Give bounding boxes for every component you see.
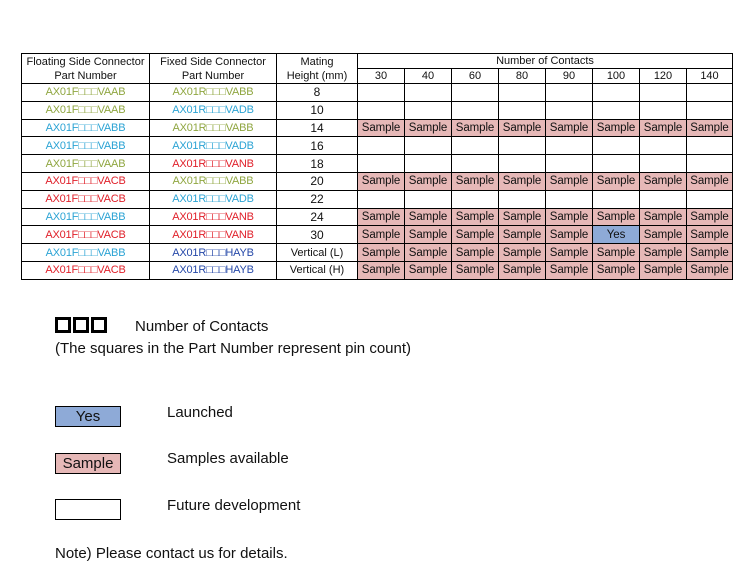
availability-cell-empty bbox=[452, 137, 499, 155]
availability-cell-empty bbox=[452, 190, 499, 208]
availability-cell-sample: Sample bbox=[452, 226, 499, 244]
availability-cell-sample: Sample bbox=[452, 119, 499, 137]
mating-height: 30 bbox=[277, 226, 358, 244]
header-contacts-40: 40 bbox=[405, 69, 452, 84]
availability-cell-sample: Sample bbox=[358, 226, 405, 244]
availability-cell-sample: Sample bbox=[687, 119, 733, 137]
availability-cell-sample: Sample bbox=[405, 208, 452, 226]
availability-cell-empty bbox=[358, 155, 405, 173]
floating-part-number: AX01F□□□VACB bbox=[22, 172, 150, 190]
legend-sample-box: Sample bbox=[55, 453, 121, 474]
header-number-of-contacts: Number of Contacts bbox=[358, 54, 733, 69]
availability-cell-sample: Sample bbox=[405, 119, 452, 137]
table-body bbox=[22, 84, 733, 280]
availability-cell-empty bbox=[687, 84, 733, 102]
availability-cell-sample: Sample bbox=[405, 261, 452, 279]
pin-count-squares-icon bbox=[55, 317, 107, 333]
fixed-part-number: AX01R□□□VANB bbox=[150, 155, 277, 173]
availability-cell-empty bbox=[452, 84, 499, 102]
availability-cell-sample: Sample bbox=[452, 244, 499, 262]
availability-cell-empty bbox=[499, 84, 546, 102]
header-mating-height bbox=[277, 54, 358, 84]
mating-height: 24 bbox=[277, 208, 358, 226]
mating-height: 10 bbox=[277, 101, 358, 119]
table-row bbox=[22, 101, 733, 119]
square-icon bbox=[91, 317, 107, 333]
availability-cell-empty bbox=[405, 155, 452, 173]
availability-cell-sample: Sample bbox=[546, 119, 593, 137]
fixed-part-number: AX01R□□□VABB bbox=[150, 84, 277, 102]
availability-cell-sample: Sample bbox=[546, 244, 593, 262]
availability-cell-empty bbox=[499, 190, 546, 208]
header-contacts-80: 80 bbox=[499, 69, 546, 84]
availability-cell-sample: Sample bbox=[499, 208, 546, 226]
floating-part-number: AX01F□□□VAAB bbox=[22, 84, 150, 102]
availability-cell-empty bbox=[687, 190, 733, 208]
mating-height: 8 bbox=[277, 84, 358, 102]
mating-height: 16 bbox=[277, 137, 358, 155]
availability-cell-empty bbox=[640, 84, 687, 102]
square-icon bbox=[55, 317, 71, 333]
header-floating-line2: Part Number bbox=[54, 69, 117, 82]
fixed-part-number: AX01R□□□VADB bbox=[150, 101, 277, 119]
mating-height: Vertical (L) bbox=[277, 244, 358, 262]
availability-cell-empty bbox=[358, 190, 405, 208]
fixed-part-number: AX01R□□□VABB bbox=[150, 119, 277, 137]
header-contacts-120: 120 bbox=[640, 69, 687, 84]
header-mating-line2: Height (mm) bbox=[286, 69, 348, 82]
mating-height: 22 bbox=[277, 190, 358, 208]
header-fixed-line1: Fixed Side Connector bbox=[160, 55, 266, 68]
availability-cell-yes: Yes bbox=[593, 226, 640, 244]
availability-cell-sample: Sample bbox=[499, 172, 546, 190]
availability-table bbox=[21, 53, 733, 280]
availability-cell-empty bbox=[640, 155, 687, 173]
availability-cell-empty bbox=[546, 101, 593, 119]
availability-cell-empty bbox=[452, 101, 499, 119]
availability-cell-sample: Sample bbox=[358, 244, 405, 262]
availability-cell-sample: Sample bbox=[593, 208, 640, 226]
mating-height: 14 bbox=[277, 119, 358, 137]
availability-cell-sample: Sample bbox=[546, 208, 593, 226]
availability-cell-empty bbox=[499, 101, 546, 119]
availability-cell-empty bbox=[640, 101, 687, 119]
availability-cell-empty bbox=[593, 190, 640, 208]
availability-cell-sample: Sample bbox=[687, 226, 733, 244]
availability-cell-sample: Sample bbox=[452, 172, 499, 190]
availability-cell-sample: Sample bbox=[405, 172, 452, 190]
legend-yes-box: Yes bbox=[55, 406, 121, 427]
table-row bbox=[22, 208, 733, 226]
availability-cell-sample: Sample bbox=[640, 119, 687, 137]
table-row bbox=[22, 137, 733, 155]
table-row bbox=[22, 226, 733, 244]
availability-cell-empty bbox=[499, 155, 546, 173]
header-contacts-100: 100 bbox=[593, 69, 640, 84]
header-floating-line1: Floating Side Connector bbox=[26, 55, 145, 68]
legend-future-box bbox=[55, 499, 121, 520]
availability-cell-sample: Sample bbox=[452, 261, 499, 279]
availability-cell-empty bbox=[358, 101, 405, 119]
legend-future-development-label: Future development bbox=[167, 497, 301, 514]
availability-cell-sample: Sample bbox=[358, 119, 405, 137]
legend-samples-available-label: Samples available bbox=[167, 450, 289, 467]
availability-cell-sample: Sample bbox=[593, 244, 640, 262]
availability-cell-empty bbox=[358, 84, 405, 102]
floating-part-number: AX01F□□□VACB bbox=[22, 190, 150, 208]
availability-cell-sample: Sample bbox=[358, 172, 405, 190]
availability-cell-empty bbox=[687, 155, 733, 173]
mating-height: 20 bbox=[277, 172, 358, 190]
availability-cell-empty bbox=[405, 190, 452, 208]
availability-cell-sample: Sample bbox=[452, 208, 499, 226]
availability-cell-sample: Sample bbox=[687, 244, 733, 262]
availability-cell-sample: Sample bbox=[405, 244, 452, 262]
availability-cell-empty bbox=[405, 84, 452, 102]
floating-part-number: AX01F□□□VABB bbox=[22, 119, 150, 137]
legend-squares-label: Number of Contacts bbox=[135, 318, 269, 335]
availability-cell-empty bbox=[593, 84, 640, 102]
availability-cell-empty bbox=[546, 137, 593, 155]
availability-cell-sample: Sample bbox=[687, 208, 733, 226]
availability-cell-empty bbox=[593, 137, 640, 155]
table-row bbox=[22, 119, 733, 137]
fixed-part-number: AX01R□□□HAYB bbox=[150, 244, 277, 262]
availability-cell-sample: Sample bbox=[499, 244, 546, 262]
availability-cell-sample: Sample bbox=[499, 226, 546, 244]
table-row bbox=[22, 172, 733, 190]
availability-cell-sample: Sample bbox=[593, 172, 640, 190]
availability-cell-sample: Sample bbox=[546, 261, 593, 279]
availability-cell-empty bbox=[358, 137, 405, 155]
availability-cell-sample: Sample bbox=[640, 172, 687, 190]
availability-cell-empty bbox=[452, 155, 499, 173]
availability-cell-sample: Sample bbox=[687, 261, 733, 279]
legend-launched-label: Launched bbox=[167, 404, 233, 421]
header-floating-part-number bbox=[22, 54, 150, 84]
availability-cell-sample: Sample bbox=[358, 261, 405, 279]
availability-cell-empty bbox=[687, 137, 733, 155]
availability-cell-sample: Sample bbox=[640, 208, 687, 226]
availability-cell-sample: Sample bbox=[640, 261, 687, 279]
availability-cell-empty bbox=[546, 190, 593, 208]
header-mating-line1: Mating bbox=[300, 55, 334, 68]
fixed-part-number: AX01R□□□VADB bbox=[150, 190, 277, 208]
table-row bbox=[22, 261, 733, 279]
availability-cell-sample: Sample bbox=[593, 119, 640, 137]
availability-cell-sample: Sample bbox=[640, 226, 687, 244]
availability-cell-empty bbox=[640, 190, 687, 208]
availability-cell-empty bbox=[405, 137, 452, 155]
header-contacts-30: 30 bbox=[358, 69, 405, 84]
header-fixed-part-number bbox=[150, 54, 277, 84]
availability-cell-empty bbox=[499, 137, 546, 155]
floating-part-number: AX01F□□□VABB bbox=[22, 208, 150, 226]
floating-part-number: AX01F□□□VABB bbox=[22, 137, 150, 155]
availability-cell-empty bbox=[593, 101, 640, 119]
floating-part-number: AX01F□□□VACB bbox=[22, 226, 150, 244]
mating-height: Vertical (H) bbox=[277, 261, 358, 279]
availability-cell-empty bbox=[687, 101, 733, 119]
floating-part-number: AX01F□□□VAAB bbox=[22, 155, 150, 173]
header-contacts-90: 90 bbox=[546, 69, 593, 84]
availability-cell-sample: Sample bbox=[546, 226, 593, 244]
availability-cell-empty bbox=[593, 155, 640, 173]
header-fixed-line2: Part Number bbox=[181, 69, 245, 82]
availability-cell-empty bbox=[640, 137, 687, 155]
availability-cell-empty bbox=[546, 155, 593, 173]
availability-cell-sample: Sample bbox=[640, 244, 687, 262]
availability-cell-sample: Sample bbox=[593, 261, 640, 279]
availability-cell-sample: Sample bbox=[687, 172, 733, 190]
availability-cell-empty bbox=[546, 84, 593, 102]
table-row bbox=[22, 84, 733, 102]
fixed-part-number: AX01R□□□VABB bbox=[150, 172, 277, 190]
fixed-part-number: AX01R□□□VANB bbox=[150, 226, 277, 244]
availability-cell-empty bbox=[405, 101, 452, 119]
availability-cell-sample: Sample bbox=[499, 119, 546, 137]
legend-squares-note: (The squares in the Part Number represent pin count) bbox=[55, 340, 412, 357]
fixed-part-number: AX01R□□□VADB bbox=[150, 137, 277, 155]
square-icon bbox=[73, 317, 89, 333]
fixed-part-number: AX01R□□□HAYB bbox=[150, 261, 277, 279]
table-row bbox=[22, 190, 733, 208]
floating-part-number: AX01F□□□VAAB bbox=[22, 101, 150, 119]
table-row bbox=[22, 155, 733, 173]
header-contacts-140: 140 bbox=[687, 69, 733, 84]
availability-cell-sample: Sample bbox=[546, 172, 593, 190]
header-contacts-60: 60 bbox=[452, 69, 499, 84]
mating-height: 18 bbox=[277, 155, 358, 173]
availability-cell-sample: Sample bbox=[405, 226, 452, 244]
availability-cell-sample: Sample bbox=[358, 208, 405, 226]
header-row-top bbox=[22, 54, 733, 69]
availability-cell-sample: Sample bbox=[499, 261, 546, 279]
fixed-part-number: AX01R□□□VANB bbox=[150, 208, 277, 226]
floating-part-number: AX01F□□□VABB bbox=[22, 244, 150, 262]
contact-note: Note) Please contact us for details. bbox=[55, 545, 288, 562]
floating-part-number: AX01F□□□VACB bbox=[22, 261, 150, 279]
table-row bbox=[22, 244, 733, 262]
